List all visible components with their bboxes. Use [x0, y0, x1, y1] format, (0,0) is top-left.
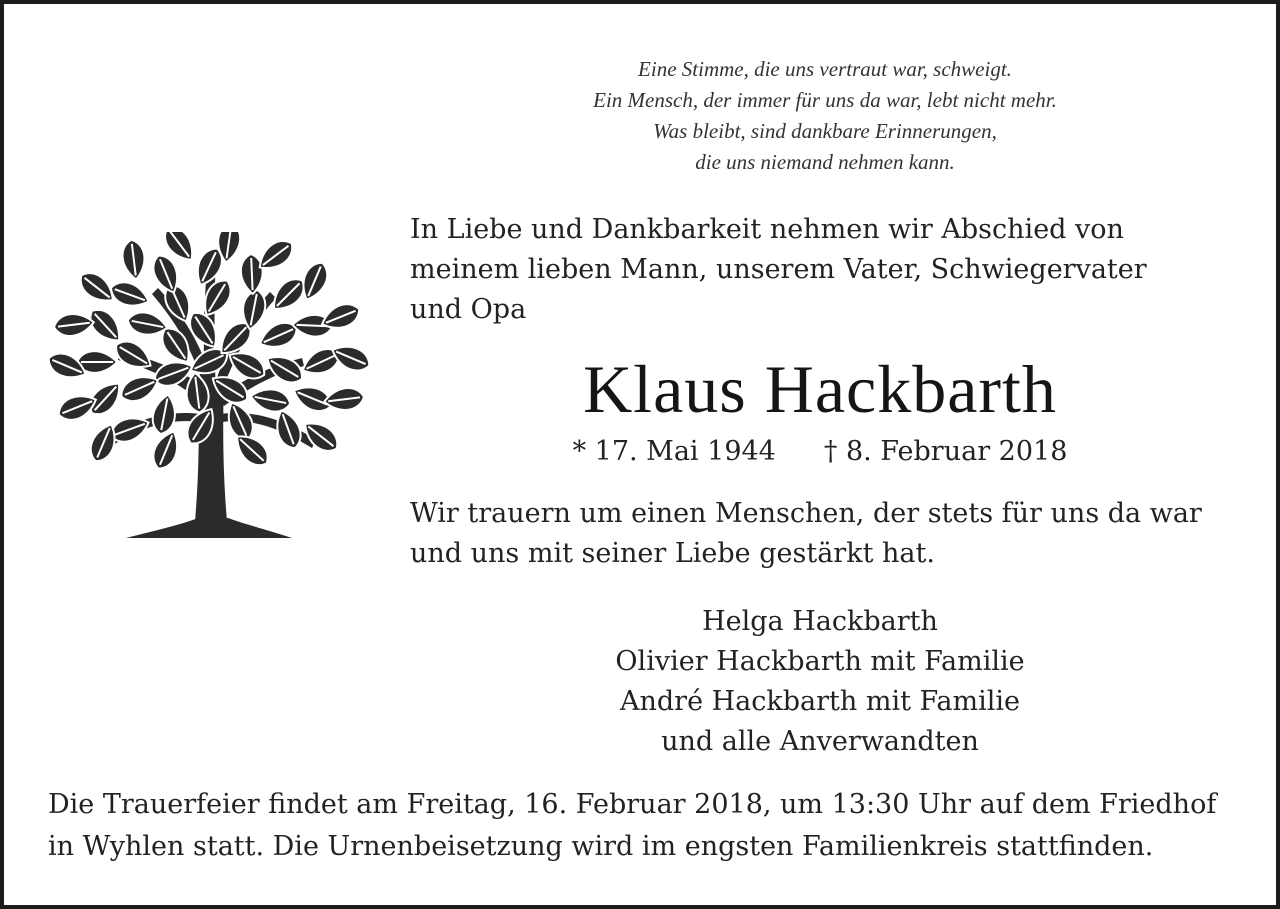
- farewell-intro: [410, 210, 1230, 330]
- life-dates: [410, 432, 1230, 472]
- tree-leaf: [150, 393, 179, 436]
- intro-line: In Liebe und Dankbarkeit nehmen wir Abschied von: [410, 214, 1124, 245]
- mourning-message: [410, 494, 1230, 574]
- poem-line: Was bleibt, sind dankbare Erinnerungen,: [653, 119, 997, 143]
- tree-leaf: [107, 278, 152, 312]
- mourner: Olivier Hackbarth mit Familie: [615, 646, 1025, 677]
- tree-roots: [126, 518, 292, 538]
- tree-icon: [48, 232, 370, 544]
- tree-leaf: [53, 311, 95, 337]
- tree-leaf: [240, 254, 263, 295]
- tree-leaf: [148, 427, 183, 472]
- poem-line: Eine Stimme, die uns vertraut war, schweigt.: [638, 57, 1012, 81]
- tree-leaf: [262, 349, 307, 388]
- deceased-name: Klaus Hackbarth: [583, 351, 1057, 427]
- mourner: Helga Hackbarth: [702, 606, 938, 637]
- death-date: † 8. Februar 2018: [823, 436, 1068, 467]
- poem-line: die uns niemand nehmen kann.: [695, 150, 955, 174]
- poem-line: Ein Mensch, der immer für uns da war, lebt nicht mehr.: [593, 88, 1057, 112]
- intro-line: und Opa: [410, 294, 527, 325]
- intro-line: meinem lieben Mann, unserem Vater, Schwiegervater: [410, 254, 1147, 285]
- footer-line: in Wyhlen statt. Die Urnenbeisetzung wird im engsten Familienkreis stattfinden.: [48, 831, 1154, 862]
- mourner: André Hackbarth mit Familie: [619, 686, 1021, 717]
- poem: [419, 54, 1231, 178]
- message-line: und uns mit seiner Liebe gestärkt hat.: [410, 538, 935, 569]
- message-line: Wir trauern um einen Menschen, der stets für uns da war: [410, 498, 1202, 529]
- tree-leaf: [121, 238, 147, 280]
- mourners-list: [410, 602, 1230, 762]
- funeral-details: [48, 784, 1238, 868]
- birth-date: * 17. Mai 1944: [572, 436, 776, 467]
- mourner: und alle Anverwandten: [661, 726, 979, 757]
- tree-leaf: [249, 386, 292, 415]
- footer-line: Die Trauerfeier findet am Freitag, 16. Februar 2018, um 13:30 Uhr auf dem Friedhof: [48, 789, 1217, 820]
